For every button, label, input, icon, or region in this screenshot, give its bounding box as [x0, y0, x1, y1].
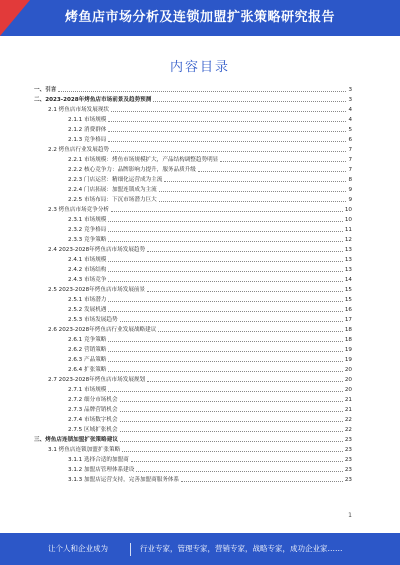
- toc-leader-dots: [131, 461, 343, 462]
- toc-entry-label: 2.7.1 市场规模: [68, 387, 107, 393]
- toc-entry-page: 13: [344, 257, 352, 263]
- toc-entry-page: 20: [344, 377, 352, 383]
- toc-entry-page: 9: [348, 197, 352, 203]
- toc-entry-label: 2.1 烤鱼店市场发展现状: [48, 107, 110, 113]
- toc-entry[interactable]: [34, 424, 352, 434]
- toc-entry-page: 23: [344, 447, 352, 453]
- toc-leader-dots: [108, 281, 342, 282]
- toc-leader-dots: [120, 401, 343, 402]
- toc-leader-dots: [58, 91, 346, 92]
- toc-entry-page: 7: [348, 147, 352, 153]
- toc-entry-page: 3: [348, 87, 352, 93]
- report-header: [0, 0, 400, 36]
- toc-heading: 内容目录: [169, 60, 230, 75]
- toc-leader-dots: [147, 251, 343, 252]
- toc-entry-label: 二、2023-2028年烤鱼店市场前景及趋势预测: [34, 97, 152, 103]
- toc-entry[interactable]: [34, 444, 352, 454]
- toc-entry-page: 4: [348, 117, 352, 123]
- toc-leader-dots: [120, 321, 343, 322]
- toc-entry-label: 3.1.2 加盟店管理体系建设: [68, 467, 135, 473]
- toc-entry-label: 3.1.3 加盟店运营支持，完善加盟商服务体系: [68, 477, 180, 483]
- toc-leader-dots: [136, 471, 343, 472]
- toc-leader-dots: [198, 171, 347, 172]
- toc-entry[interactable]: [34, 174, 352, 184]
- toc-leader-dots: [220, 161, 346, 162]
- footer-slogan: 让个人和企业成为: [48, 544, 108, 553]
- toc-entry-label: 2.5.3 市场发展趋势: [68, 317, 118, 323]
- toc-entry-page: 12: [344, 237, 352, 243]
- toc-entry[interactable]: [34, 314, 352, 324]
- toc-leader-dots: [108, 221, 342, 222]
- toc-entry[interactable]: [34, 104, 352, 114]
- toc-entry-label: 2.2.5 市场布局：下沉市场潜力巨大: [68, 197, 157, 203]
- toc-entry-page: 21: [344, 407, 352, 413]
- toc-entry-label: 2.2.1 市场规模：烤鱼市场规模扩大，产品结构调整趋势明显: [68, 157, 219, 163]
- toc-entry[interactable]: [34, 394, 352, 404]
- toc-entry-page: 13: [344, 267, 352, 273]
- toc-entry-label: 2.3.2 竞争格局: [68, 227, 107, 233]
- toc-leader-dots: [111, 151, 346, 152]
- toc-entry-page: 13: [344, 247, 352, 253]
- toc-entry[interactable]: [34, 434, 352, 444]
- toc-entry[interactable]: [34, 404, 352, 414]
- toc-entry[interactable]: [34, 114, 352, 124]
- toc-leader-dots: [122, 451, 343, 452]
- toc-entry-label: 2.6.1 竞争策略: [68, 337, 107, 343]
- toc-entry[interactable]: [34, 304, 352, 314]
- toc-leader-dots: [164, 181, 346, 182]
- toc-entry[interactable]: [34, 364, 352, 374]
- toc-entry-label: 三、烤鱼店连锁加盟扩张策略建议: [34, 437, 118, 443]
- toc-leader-dots: [111, 211, 343, 212]
- toc-entry-page: 23: [344, 477, 352, 483]
- toc-entry-label: 2.5.2 发展机遇: [68, 307, 107, 313]
- toc-entry-page: 16: [344, 307, 352, 313]
- toc-entry-page: 23: [344, 437, 352, 443]
- toc-entry-label: 2.6.3 产品策略: [68, 357, 107, 363]
- toc-leader-dots: [120, 441, 343, 442]
- toc-entry[interactable]: [34, 144, 352, 154]
- toc-entry[interactable]: [34, 384, 352, 394]
- toc-leader-dots: [120, 431, 343, 432]
- toc-entry-page: 17: [344, 317, 352, 323]
- toc-leader-dots: [181, 481, 343, 482]
- toc-entry[interactable]: [34, 224, 352, 234]
- toc-leader-dots: [120, 421, 343, 422]
- toc-leader-dots: [108, 341, 342, 342]
- toc-entry-page: 19: [344, 347, 352, 353]
- toc-entry-label: 2.7.5 区域扩张机会: [68, 427, 118, 433]
- toc-leader-dots: [147, 291, 343, 292]
- toc-entry-page: 22: [344, 427, 352, 433]
- toc-entry-label: 2.4.2 市场结构: [68, 267, 107, 273]
- toc-entry-label: 2.7 2023-2028年烤鱼店市场发展规划: [48, 377, 146, 383]
- toc-leader-dots: [108, 141, 346, 142]
- toc-entry-label: 2.4 2023-2028年烤鱼店市场发展趋势: [48, 247, 146, 253]
- toc-leader-dots: [111, 111, 346, 112]
- toc-entry[interactable]: [34, 354, 352, 364]
- toc-entry-page: 18: [344, 337, 352, 343]
- toc-entry-label: 2.5 2023-2028年烤鱼店市场发展前景: [48, 287, 146, 293]
- toc-entry-page: 15: [344, 287, 352, 293]
- toc-entry-page: 11: [344, 227, 352, 233]
- toc-entry-label: 2.7.4 市场数字机会: [68, 417, 118, 423]
- toc-leader-dots: [108, 351, 342, 352]
- toc-entry-page: 21: [344, 397, 352, 403]
- toc-entry[interactable]: [34, 324, 352, 334]
- toc-entry-label: 2.4.3 市场竞争: [68, 277, 107, 283]
- toc-entry-label: 2.1.2 消费群体: [68, 127, 107, 133]
- toc-entry-page: 23: [344, 457, 352, 463]
- toc-leader-dots: [159, 201, 347, 202]
- toc-leader-dots: [108, 231, 342, 232]
- toc-entry-page: 18: [344, 327, 352, 333]
- toc-entry-page: 3: [348, 97, 352, 103]
- toc-entry-label: 2.3.1 市场规模: [68, 217, 107, 223]
- toc-entry-label: 2.2.2 核心竞争力：品牌影响力提升，服务品质升级: [68, 167, 196, 173]
- toc-entry[interactable]: [34, 194, 352, 204]
- toc-entry[interactable]: [34, 284, 352, 294]
- toc-entry-page: 10: [344, 217, 352, 223]
- toc-entry[interactable]: [34, 464, 352, 474]
- toc-entry[interactable]: [34, 294, 352, 304]
- toc-entry-label: 2.4.1 市场规模: [68, 257, 107, 263]
- toc-entry-label: 2.6.2 营销策略: [68, 347, 107, 353]
- toc-entry-label: 2.5.1 市场潜力: [68, 297, 107, 303]
- toc-entry-label: 2.7.2 细分市场机会: [68, 397, 118, 403]
- toc-entry-page: 20: [344, 387, 352, 393]
- page-number: 1: [348, 512, 352, 519]
- toc-entry[interactable]: [34, 164, 352, 174]
- toc-entry-page: 6: [348, 137, 352, 143]
- toc-leader-dots: [108, 121, 346, 122]
- report-title: 烤鱼店市场分析及连锁加盟扩张策略研究报告: [64, 10, 335, 25]
- toc-entry[interactable]: [34, 334, 352, 344]
- toc-entry-label: 2.2.3 门店运营：精细化运营成为主流: [68, 177, 163, 183]
- toc-entry[interactable]: [34, 254, 352, 264]
- toc-entry[interactable]: [34, 474, 352, 484]
- footer-tags: 行业专家，管理专家，营销专家，战略专家，成功企业家……: [140, 544, 343, 553]
- toc-entry-label: 2.7.3 品牌营销机会: [68, 407, 118, 413]
- toc-leader-dots: [108, 361, 342, 362]
- toc-entry-label: 2.2 烤鱼店行业发展趋势: [48, 147, 110, 153]
- toc-leader-dots: [108, 391, 342, 392]
- toc-leader-dots: [120, 411, 343, 412]
- toc-entry[interactable]: [34, 154, 352, 164]
- toc-entry-page: 4: [348, 107, 352, 113]
- footer-banner: [0, 533, 400, 565]
- toc-entry-label: 3.1.1 选择合适的加盟商: [68, 457, 129, 463]
- toc-entry[interactable]: [34, 234, 352, 244]
- toc-entry[interactable]: [34, 414, 352, 424]
- toc-leader-dots: [108, 371, 342, 372]
- toc-entry-page: 7: [348, 167, 352, 173]
- toc-leader-dots: [108, 261, 342, 262]
- toc-entry-page: 8: [348, 177, 352, 183]
- toc-entry-label: 一、引言: [34, 87, 57, 93]
- toc-entry[interactable]: [34, 124, 352, 134]
- toc-leader-dots: [159, 191, 347, 192]
- toc-entry-page: 7: [348, 157, 352, 163]
- toc-leader-dots: [158, 331, 343, 332]
- toc-entry[interactable]: [34, 264, 352, 274]
- toc-leader-dots: [108, 131, 346, 132]
- toc-entry-page: 15: [344, 297, 352, 303]
- toc-entry-page: 9: [348, 187, 352, 193]
- toc-entry-page: 22: [344, 417, 352, 423]
- toc-leader-dots: [147, 381, 343, 382]
- toc-entry-label: 2.3 烤鱼店市场竞争分析: [48, 207, 110, 213]
- toc-leader-dots: [108, 311, 342, 312]
- toc-entry[interactable]: [34, 244, 352, 254]
- toc-entry-label: 2.3.3 竞争策略: [68, 237, 107, 243]
- toc-leader-dots: [153, 101, 346, 102]
- toc-entry-page: 23: [344, 467, 352, 473]
- toc-leader-dots: [108, 271, 342, 272]
- toc-entry-label: 2.1.3 竞争格局: [68, 137, 107, 143]
- toc-entry-label: 3.1 烤鱼店连锁加盟扩张策略: [48, 447, 121, 453]
- toc-entry[interactable]: [34, 94, 352, 104]
- toc-entry[interactable]: [34, 204, 352, 214]
- toc-entry[interactable]: [34, 184, 352, 194]
- toc-entry-page: 19: [344, 357, 352, 363]
- toc-entry[interactable]: [34, 374, 352, 384]
- toc-entry[interactable]: [34, 84, 352, 94]
- toc-entry-label: 2.2.4 门店拓展：加盟连锁成为主流: [68, 187, 157, 193]
- toc-entry-page: 10: [344, 207, 352, 213]
- toc-entry-page: 14: [344, 277, 352, 283]
- toc-entry[interactable]: [34, 214, 352, 224]
- toc-entry-label: 2.6.4 扩张策略: [68, 367, 107, 373]
- footer-divider: [130, 543, 131, 556]
- toc-entry-label: 2.1.1 市场规模: [68, 117, 107, 123]
- toc-entry[interactable]: [34, 134, 352, 144]
- toc-entry[interactable]: [34, 344, 352, 354]
- toc-leader-dots: [108, 241, 342, 242]
- toc-entry[interactable]: [34, 274, 352, 284]
- toc-entry[interactable]: [34, 454, 352, 464]
- toc-entry-label: 2.6 2023-2028年烤鱼店行业发展战略建议: [48, 327, 157, 333]
- toc-entry-page: 20: [344, 367, 352, 373]
- toc-entry-page: 5: [348, 127, 352, 133]
- toc-leader-dots: [108, 301, 342, 302]
- table-of-contents: [34, 84, 352, 484]
